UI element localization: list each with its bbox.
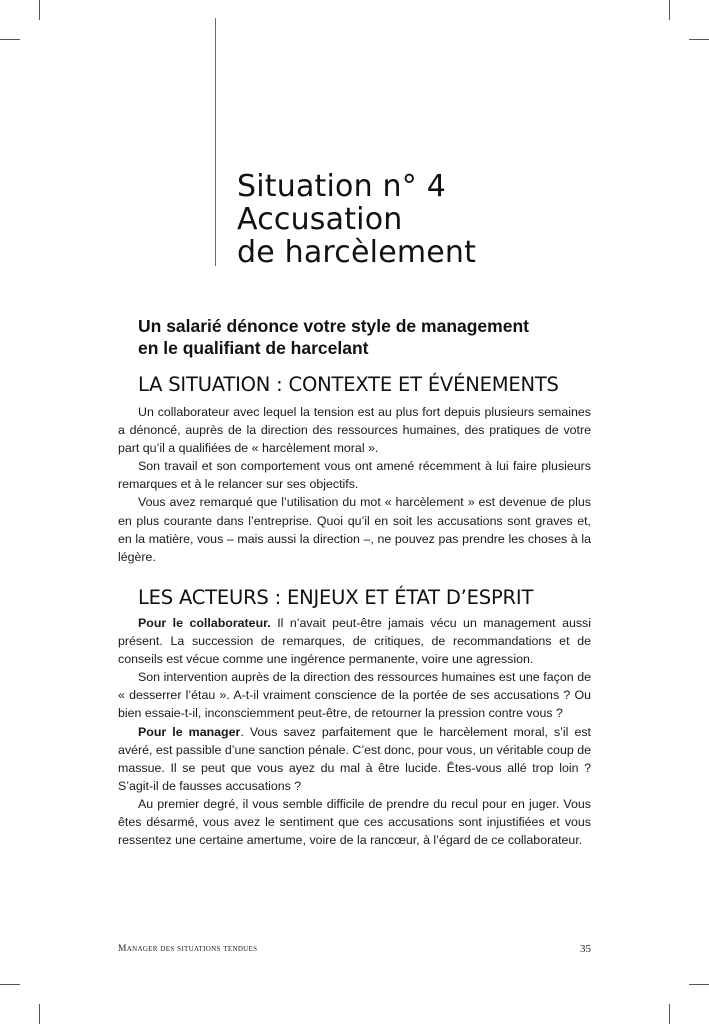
paragraph: Son travail et son comportement vous ont amené récemment à lui faire plusieurs remarques et à le relancer sur ses objectifs. <box>118 459 591 492</box>
crop-mark <box>39 0 40 20</box>
subtitle-line: en le qualifiant de harcelant <box>138 338 369 358</box>
crop-mark <box>669 0 670 20</box>
page-number: 35 <box>580 943 591 955</box>
chapter-title <box>237 170 476 269</box>
running-footer-title: Manager des situations tendues <box>118 944 258 954</box>
paragraph: Vous avez remarqué que l’utilisation du mot « harcèlement » est devenue de plus en plus courante dans l’entreprise. Quoi qu’il en soit les accusations sont graves et, en la matière, vous – mais aussi la direction –, ne pouvez pas prendre les choses à la légère. <box>118 495 591 564</box>
paragraph <box>118 723 591 795</box>
section-heading-acteurs: LES ACTEURS : ENJEUX ET ÉTAT D’ESPRIT <box>138 586 534 609</box>
paragraph: Au premier degré, il vous semble difficile de prendre du recul pour en juger. Vous êtes désarmé, vous avez le sentiment que ces accusations sont injustifiées et vous ressentez une certaine amertume, voire de la rancœur, à l’égard de ce collaborateur. <box>118 796 591 848</box>
paragraph: Son intervention auprès de la direction des ressources humaines est une façon de « desserrer l’étau ». A-t-il vraiment conscience de la portée de ses accusations ? Ou bien essaie-t-il, inconsciemment peut-être, de retourner la pression contre vous ? <box>118 670 591 721</box>
crop-mark <box>0 39 20 40</box>
paragraph <box>118 614 591 668</box>
paragraph-text: . Vous savez parfaitement que le harcèlement moral, s’il est avéré, est passible d’une sanction pénale. C’est donc, pour vous, un véritable coup de massue. Il se peut que vous ayez du mal à être lucide. Êtes-vous allé trop loin ? S’agit-il de fausses accusations ? <box>118 724 591 793</box>
title-rule <box>215 18 216 266</box>
paragraph-lead: Pour le manager <box>138 724 241 739</box>
chapter-title-line: Situation n° 4 <box>237 169 446 204</box>
subtitle-line: Un salarié dénonce votre style de management <box>138 316 529 336</box>
section-heading-situation: LA SITUATION : CONTEXTE ET ÉVÉNEMENTS <box>138 373 559 396</box>
crop-mark <box>689 39 709 40</box>
section-body-situation <box>118 403 591 566</box>
crop-mark <box>0 984 20 985</box>
chapter-subtitle <box>138 315 529 359</box>
chapter-title-line: de harcèlement <box>237 235 477 270</box>
paragraph-text: Il n’avait peut-être jamais vécu un management aussi présent. La succession de remarques, de critiques, de recommandations et de conseils est vécue comme une ingérence permanente, voire une agression. <box>118 616 592 667</box>
paragraph: Un collaborateur avec lequel la tension est au plus fort depuis plusieurs semaines a dénoncé, auprès de la direction des ressources humaines, des pratiques de votre part qu’il a qualifiées de « harcèlement moral ». <box>118 405 591 456</box>
chapter-title-line: Accusation <box>237 202 403 237</box>
section-body-acteurs <box>118 614 591 849</box>
crop-mark <box>669 1004 670 1024</box>
crop-mark <box>689 984 709 985</box>
crop-mark <box>39 1004 40 1024</box>
paragraph-lead: Pour le collaborateur. <box>138 616 271 630</box>
